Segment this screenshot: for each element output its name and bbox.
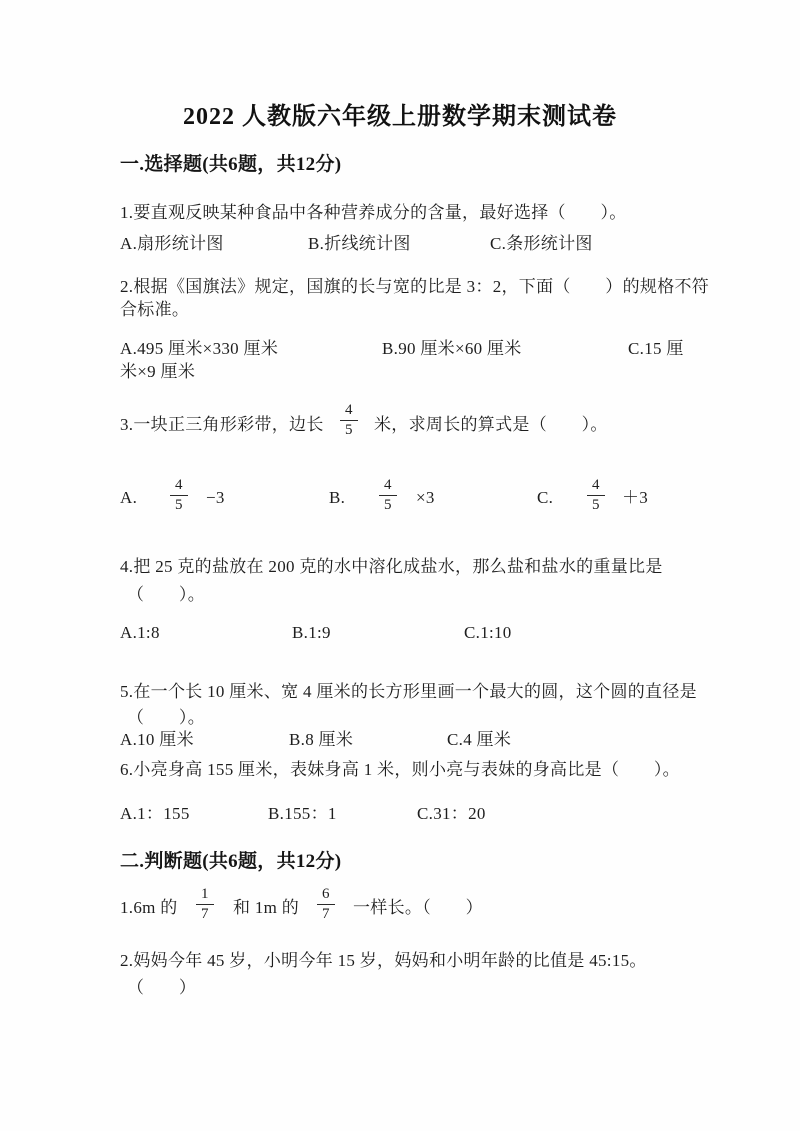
q3-option-c-fraction <box>587 477 605 514</box>
judge-q2-line1: 2.妈妈今年 45 岁，小明今年 15 岁，妈妈和小明年龄的比值是 45:15。 <box>120 951 647 970</box>
q3-option-a-denominator: 5 <box>175 497 183 513</box>
q2-text-line2: 合标准。 <box>120 300 190 319</box>
page-title: 2022 人教版六年级上册数学期末测试卷 <box>183 104 617 130</box>
judge-q1-fraction-2-numerator: 6 <box>317 886 335 905</box>
q2-option-a: A.495 厘米×330 厘米 <box>120 339 279 358</box>
q1-option-b: B.折线统计图 <box>308 234 411 253</box>
judge-q2-line2: （ ） <box>127 978 197 997</box>
judge-q1-pre: 1.6m 的 <box>120 898 178 917</box>
q4-text-line2: （ ）。 <box>127 585 205 604</box>
q3-option-b-numerator: 4 <box>379 477 397 496</box>
q3-fraction-numerator: 4 <box>340 402 358 421</box>
q2-text-line1: 2.根据《国旗法》规定，国旗的长与宽的比是 3：2，下面（ ）的规格不符 <box>120 277 710 296</box>
q3-option-c-denominator: 5 <box>592 497 600 513</box>
q5-text-line1: 5.在一个长 10 厘米、宽 4 厘米的长方形里画一个最大的圆，这个圆的直径是 <box>120 682 697 701</box>
section-2-heading: 二.判断题(共6题，共12分) <box>120 851 342 872</box>
q3-fraction-denominator: 5 <box>345 422 353 438</box>
q1-option-a: A.扇形统计图 <box>120 234 224 253</box>
q5-option-a: A.10 厘米 <box>120 730 194 749</box>
q3-option-c-label: C. <box>537 488 554 507</box>
q6-text: 6.小亮身高 155 厘米，表妹身高 1 米，则小亮与表妹的身高比是（ ）。 <box>120 760 680 779</box>
q3-text-post: 米，求周长的算式是（ ）。 <box>374 415 608 434</box>
q3-text-pre: 3.一块正三角形彩带，边长 <box>120 415 324 434</box>
q3-option-c-operator: ＋3 <box>622 488 649 507</box>
q3-option-a-label: A. <box>120 488 138 507</box>
q4-option-a: A.1:8 <box>120 623 160 642</box>
q5-option-b: B.8 厘米 <box>289 730 354 749</box>
q4-option-b: B.1:9 <box>292 623 331 642</box>
q6-option-a: A.1：155 <box>120 804 190 823</box>
q6-option-c: C.31：20 <box>417 804 486 823</box>
section-1-heading: 一.选择题(共6题，共12分) <box>120 154 342 175</box>
q4-text-line1: 4.把 25 克的盐放在 200 克的水中溶化成盐水，那么盐和盐水的重量比是 <box>120 557 663 576</box>
judge-q1-fraction-2 <box>317 886 335 923</box>
q6-option-b: B.155：1 <box>268 804 337 823</box>
judge-q1-fraction-2-denominator: 7 <box>322 906 330 922</box>
q3-option-b-denominator: 5 <box>384 497 392 513</box>
q3-option-b-operator: ×3 <box>416 488 435 507</box>
q5-text-line2: （ ）。 <box>127 708 205 727</box>
judge-q1-mid: 和 1m 的 <box>233 898 300 917</box>
q3-option-b-label: B. <box>329 488 346 507</box>
judge-q1-fraction-1-denominator: 7 <box>201 906 209 922</box>
q5-option-c: C.4 厘米 <box>447 730 512 749</box>
q3-option-b-fraction <box>379 477 397 514</box>
q3-fraction <box>340 402 358 439</box>
q2-option-c: C.15 厘 <box>628 339 684 358</box>
q3-option-a-fraction <box>170 477 188 514</box>
judge-q1-fraction-1 <box>196 886 214 923</box>
q2-option-c-wrap: 米×9 厘米 <box>120 362 196 381</box>
q2-option-b: B.90 厘米×60 厘米 <box>382 339 522 358</box>
q4-option-c: C.1:10 <box>464 623 512 642</box>
q1-text: 1.要直观反映某种食品中各种营养成分的含量，最好选择（ ）。 <box>120 203 627 222</box>
judge-q1-post: 一样长。（ ） <box>353 898 483 917</box>
q1-option-c: C.条形统计图 <box>490 234 593 253</box>
q3-option-a-operator: −3 <box>206 488 225 507</box>
q3-option-a-numerator: 4 <box>170 477 188 496</box>
judge-q1-fraction-1-numerator: 1 <box>196 886 214 905</box>
q3-option-c-numerator: 4 <box>587 477 605 496</box>
